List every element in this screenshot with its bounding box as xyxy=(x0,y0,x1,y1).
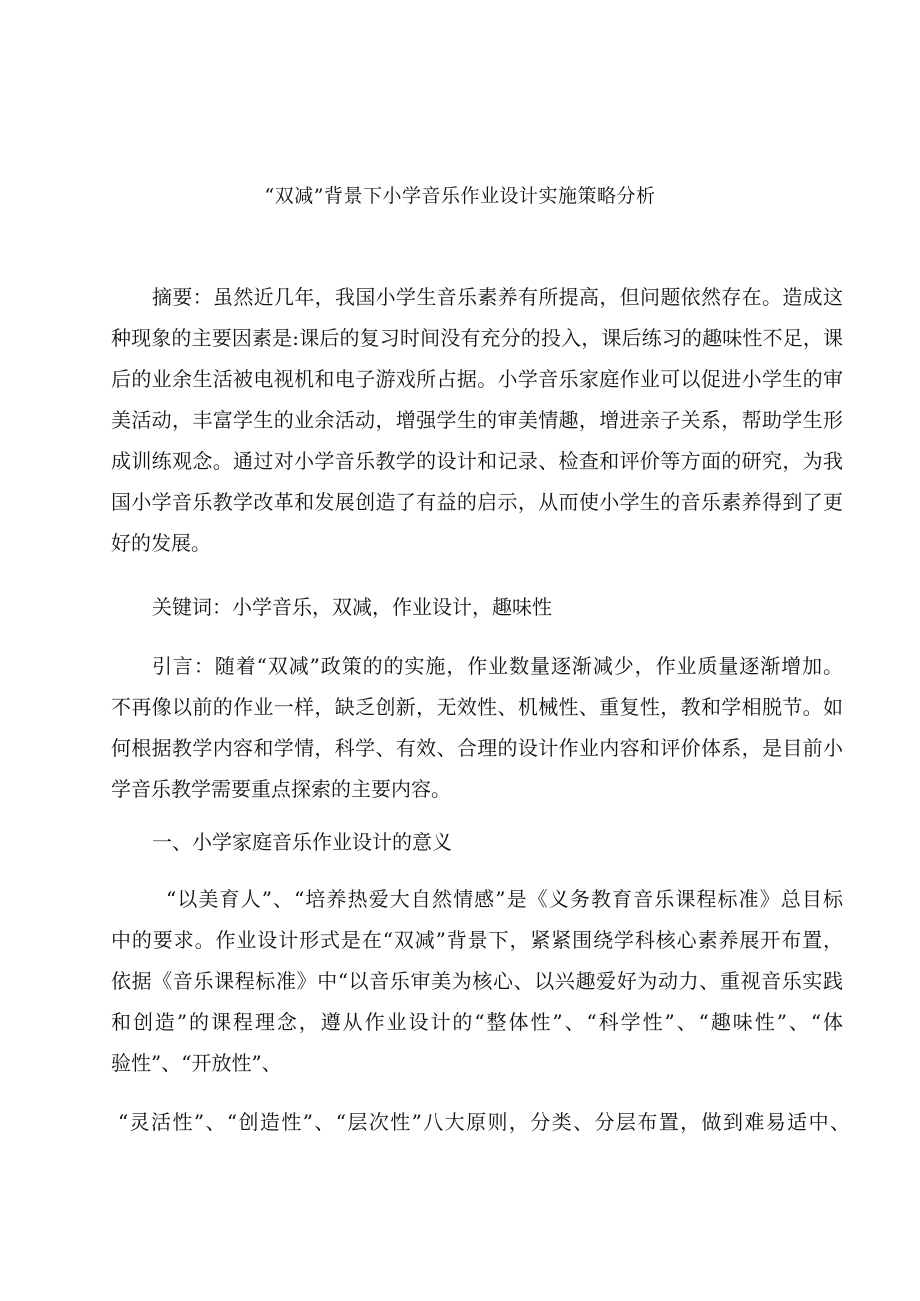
intro-line: 何根据教学内容和学情，科学、有效、合理的设计作业内容和评价体系，是目前小 xyxy=(111,736,843,760)
section-line: 中的要求。作业设计形式是在“双减”背景下，紧紧围绕学科核心素养展开布置， xyxy=(111,928,843,952)
intro-line: 不再像以前的作业一样，缺乏创新，无效性、机械性、重复性，教和学相脱节。如 xyxy=(111,695,843,719)
abstract-line: 成训练观念。通过对小学音乐教学的设计和记录、检查和评价等方面的研究，为我 xyxy=(111,449,843,473)
section-line: 和创造”的课程理念，遵从作业设计的“整体性”、“科学性”、“趣味性”、“体 xyxy=(111,1010,843,1034)
intro-line: 引言：随着“双减”政策的的实施，作业数量逐渐减少，作业质量逐渐增加。 xyxy=(152,654,843,678)
document-title: “双减”背景下小学音乐作业设计实施策略分析 xyxy=(264,185,656,207)
keywords-line: 关键词：小学音乐，双减，作业设计，趣味性 xyxy=(152,595,552,619)
abstract-line: 后的业余生活被电视机和电子游戏所占据。小学音乐家庭作业可以促进小学生的审 xyxy=(111,367,843,391)
section-line: 验性”、“开放性”、 xyxy=(111,1051,282,1075)
section-line: 依据《音乐课程标准》中“以音乐审美为核心、以兴趣爱好为动力、重视音乐实践 xyxy=(111,969,843,993)
section-line: “以美育人”、“培养热爱大自然情感”是《义务教育音乐课程标准》总目标 xyxy=(166,887,843,911)
trailing-line: “灵活性”、“创造性”、“层次性”八大原则，分类、分层布置，做到难易适中、 xyxy=(118,1110,850,1134)
abstract-line: 国小学音乐教学改革和发展创造了有益的启示，从而使小学生的音乐素养得到了更 xyxy=(111,490,843,514)
abstract-line: 好的发展。 xyxy=(111,531,211,555)
abstract-line: 美活动，丰富学生的业余活动，增强学生的审美情趣，增进亲子关系，帮助学生形 xyxy=(111,408,843,432)
section-heading: 一、小学家庭音乐作业设计的意义 xyxy=(152,830,452,854)
intro-line: 学音乐教学需要重点探索的主要内容。 xyxy=(111,777,451,801)
abstract-line: 种现象的主要因素是:课后的复习时间没有充分的投入，课后练习的趣味性不足，课 xyxy=(111,326,843,350)
abstract-line: 摘要：虽然近几年，我国小学生音乐素养有所提高，但问题依然存在。造成这 xyxy=(152,285,843,309)
